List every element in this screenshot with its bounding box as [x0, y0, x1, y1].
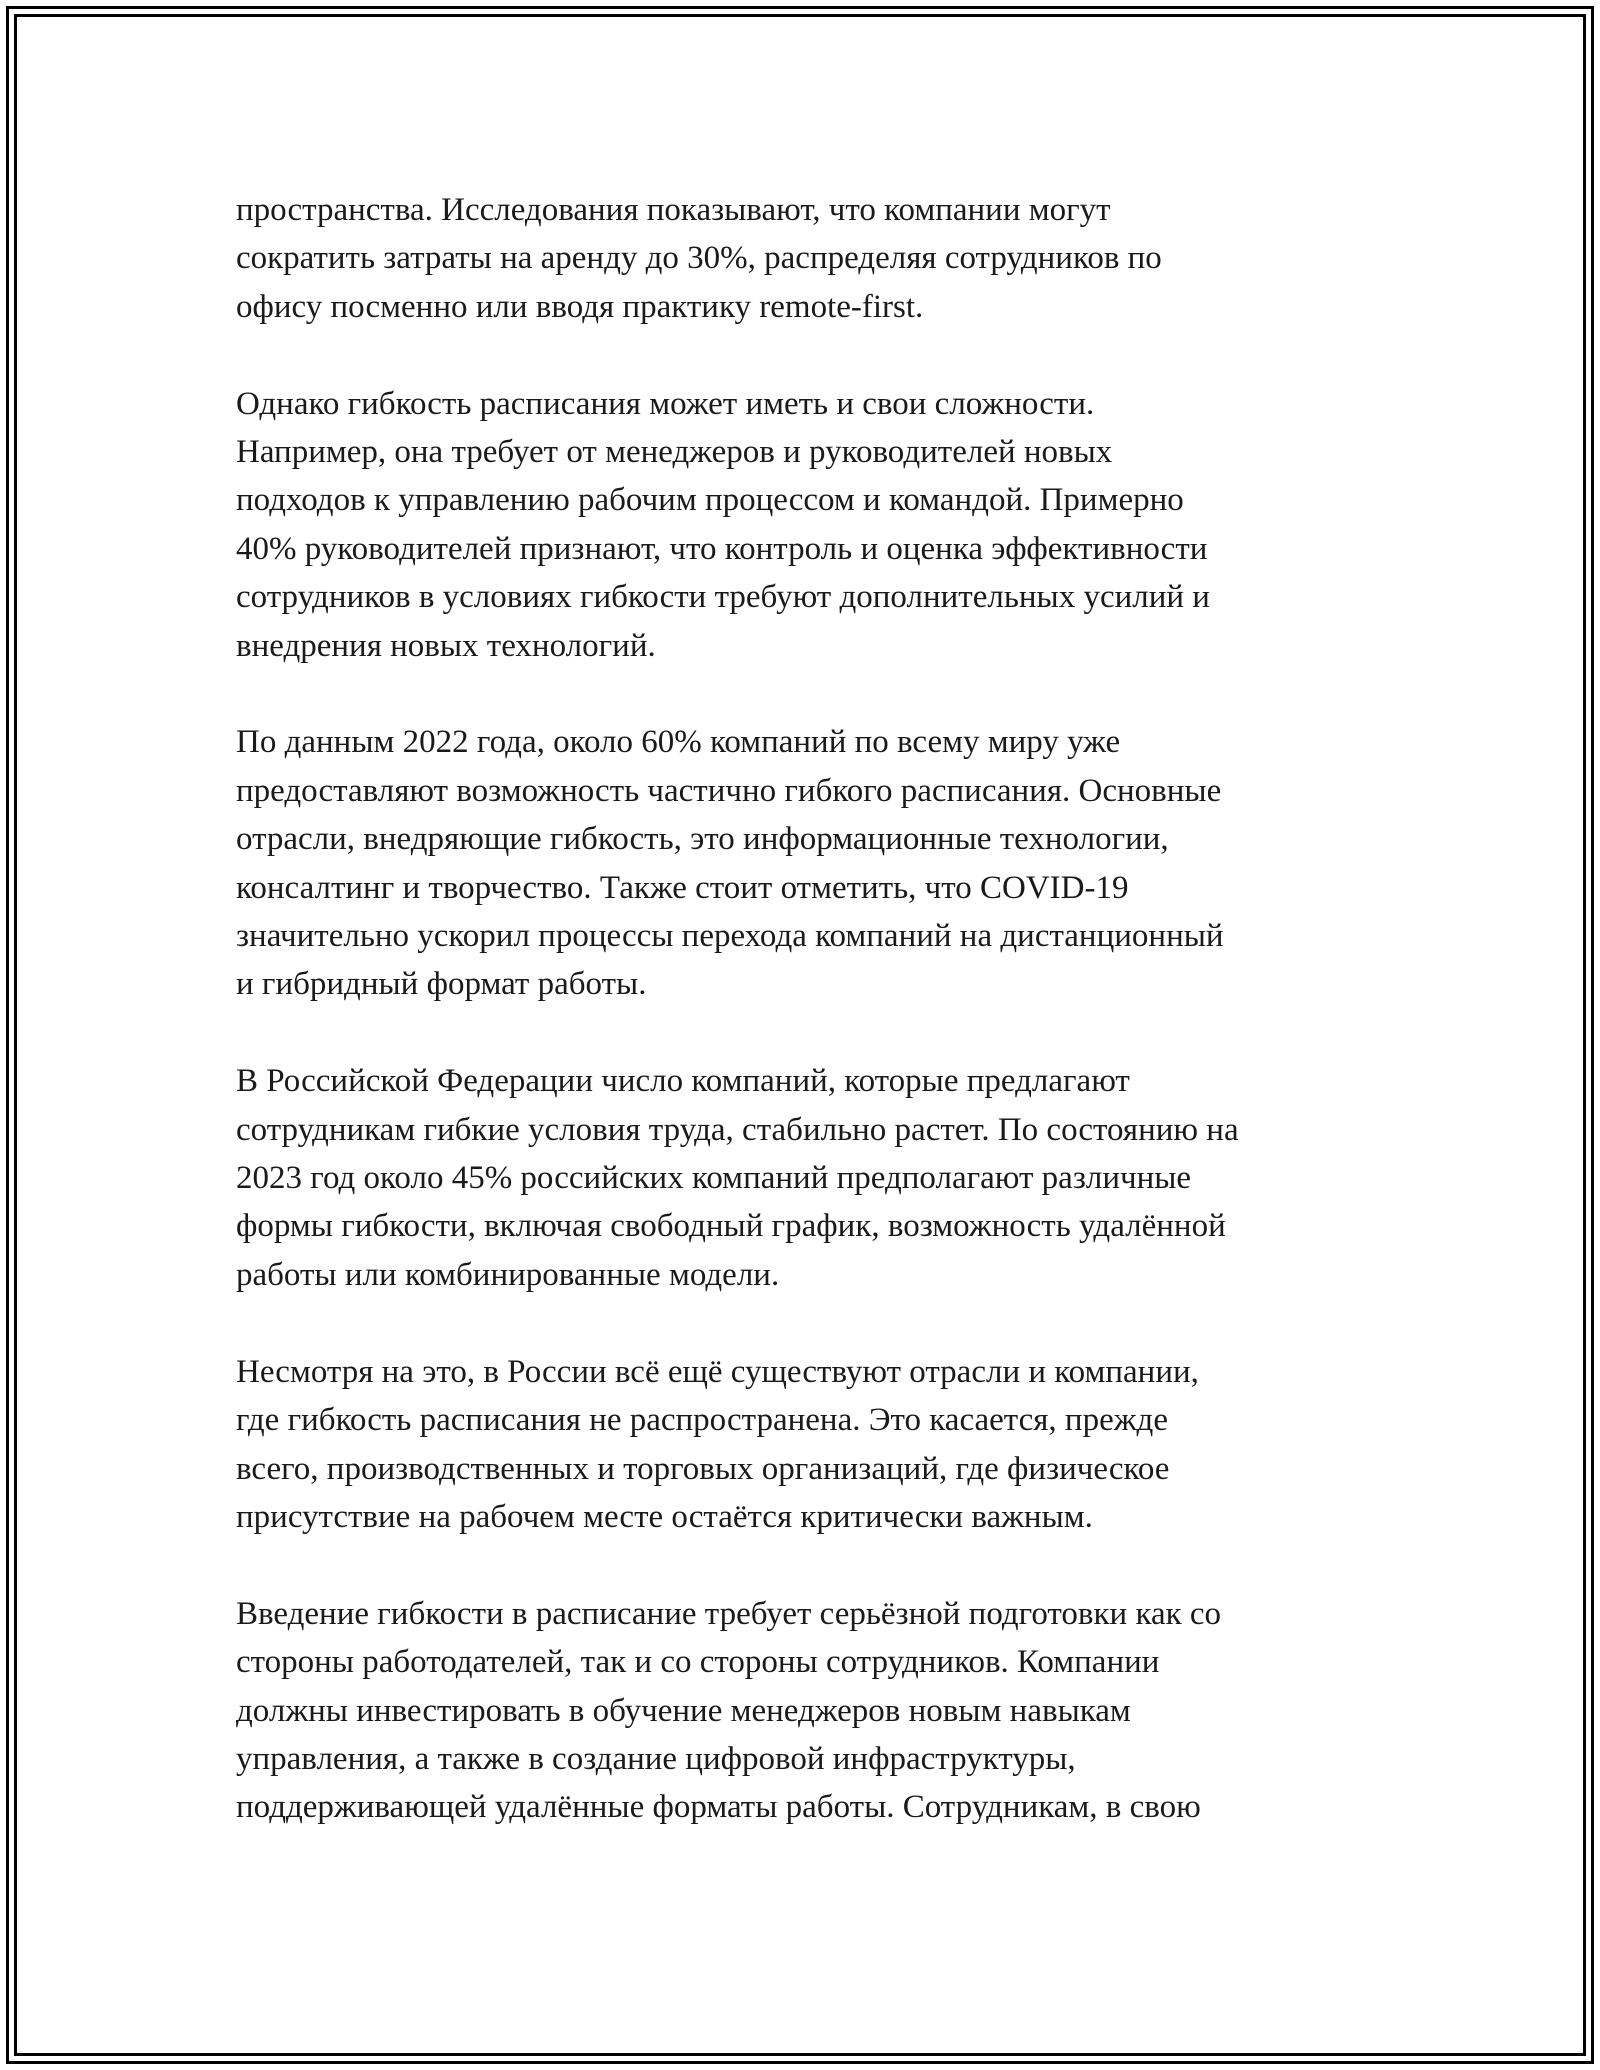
- paragraph-2: Однако гибкость расписания может иметь и свои сложности. Например, она требует от менеджеров и руководителей новых подходов к управлению рабочим процессом и командой. Примерно 40% руководителей признают, что контроль и оценка эффективности сотрудников в условиях гибкости требуют дополнительных усилий и внедрения новых технологий.: [236, 385, 1210, 664]
- document-body: [236, 186, 1386, 1880]
- paragraph-6: Введение гибкости в расписание требует серьёзной подготовки как со стороны работодателей, так и со стороны сотрудников. Компании должны инвестировать в обучение менеджеров новым навыкам управления, а также в создание цифровой инфраструктуры, поддерживающей удалённые форматы работы. Сотрудникам, в свою: [236, 1595, 1222, 1826]
- paragraph-5: Несмотря на это, в России всё ещё существуют отрасли и компании, где гибкость расписания не распространена. Это касается, прежде всего, производственных и торговых организаций, где физическое присутствие на рабочем месте остаётся критически важным.: [236, 1353, 1199, 1535]
- paragraph-1: пространства. Исследования показывают, что компании могут сократить затраты на аренду до 30%, распределяя сотрудников по офису посменно или вводя практику remote-first.: [236, 192, 1162, 325]
- paragraph-3: По данным 2022 года, около 60% компаний по всему миру уже предоставляют возможность частично гибкого расписания. Основные отрасли, внедряющие гибкость, это информационные технологии, консалтинг и творчество. Также стоит отметить, что COVID-19 значительно ускорил процессы перехода компаний на дистанционный и гибридный формат работы.: [236, 724, 1224, 1003]
- paragraph-4: В Российской Федерации число компаний, которые предлагают сотрудникам гибкие условия труда, стабильно растет. По состоянию на 2023 год около 45% российских компаний предполагают различные формы гибкости, включая свободный график, возможность удалённой работы или комбинированные модели.: [236, 1063, 1239, 1293]
